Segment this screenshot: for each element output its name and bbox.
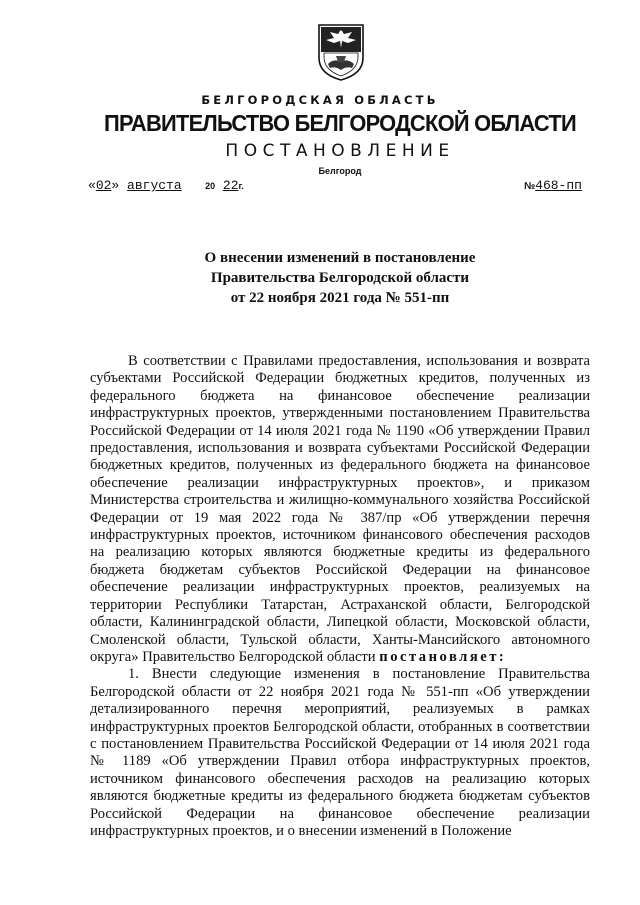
resolves-word: постановляет: bbox=[379, 648, 507, 665]
title-line-3: от 22 ноября 2021 года № 551-пп bbox=[230, 290, 450, 306]
date-year-suffix: 22 bbox=[222, 178, 239, 193]
government-name: ПРАВИТЕЛЬСТВО БЕЛГОРОДСКОЙ ОБЛАСТИ bbox=[104, 110, 576, 136]
region-name: БЕЛГОРОДСКАЯ ОБЛАСТЬ bbox=[201, 93, 439, 107]
document-title bbox=[90, 248, 590, 308]
date-year-prefix: 20 bbox=[205, 181, 216, 191]
paragraph-item-1: 1. Внести следующие изменения в постановление Правительства Белгородской области от 22 ноября 2021 года № 551-пп «Об утверждении детализированного перечня мероприятий, реализуемых в рамках инфраструктурных проектов Белгородской области, отобранных в соответствии с постановлением Правительства Российской Федерации от 14 июля 2021 года № 1189 «Об утверждении Правил отбора инфраструктурных проектов, источником финансового обеспечения расходов на реализацию которых являются бюджетные кредиты из федерального бюджета бюджетам субъектов Российской Федерации на финансовое обеспечение реализации инфраструктурных проектов, и о внесении изменений в Положение bbox=[90, 666, 590, 839]
coat-of-arms-emblem bbox=[316, 22, 366, 82]
date-month: августа bbox=[127, 178, 182, 193]
date-open-quote: « bbox=[88, 178, 96, 193]
document-body bbox=[90, 353, 590, 840]
document-number bbox=[524, 178, 582, 193]
paragraph-preamble bbox=[90, 353, 590, 666]
title-line-1: О внесении изменений в постановление bbox=[204, 250, 476, 266]
date-close-quote: » bbox=[111, 178, 120, 193]
document-date bbox=[88, 178, 244, 193]
number-value: 468-пп bbox=[535, 178, 582, 193]
title-line-2: Правительства Белгородской области bbox=[210, 270, 470, 286]
city-name: Белгород bbox=[318, 166, 362, 176]
document-type: ПОСТАНОВЛЕНИЕ bbox=[225, 141, 455, 161]
number-sign: № bbox=[524, 181, 536, 192]
preamble-text: В соответствии с Правилами предоставления, использования и возврата субъектами Российской Федерации бюджетных кредитов, полученных из федерального бюджета на финансовое обеспечение реализации инфраструктурных проектов, утвержденными постановлением Правительства Российской Федерации от 14 июля 2021 года № 1190 «Об утверждении Правил предоставления, использования и возврата субъектами Российской Федерации бюджетных кредитов, полученных из федерального бюджета на финансовое обеспечение реализации инфраструктурных проектов», и приказом Министерства строительства и жилищно-коммунального хозяйства Российской Федерации от 19 мая 2022 года № 387/пр «Об утверждении перечня инфраструктурных проектов, источником финансового обеспечения расходов на реализацию которых являются бюджетные кредиты из федерального бюджета бюджетам субъектов Российской Федерации на финансовое обеспечение реализации инфраструктурных проектов, реализуемых на территории Республики Татарстан, Астраханской области, Белгородской области, Калининградской области, Липецкой области, Московской области, Смоленской области, Тульской области, Ханты-Мансийского автономного округа» Правительство Белгородской области bbox=[90, 353, 590, 665]
date-year-abbr: г. bbox=[238, 181, 244, 191]
date-day: 02 bbox=[95, 178, 112, 193]
